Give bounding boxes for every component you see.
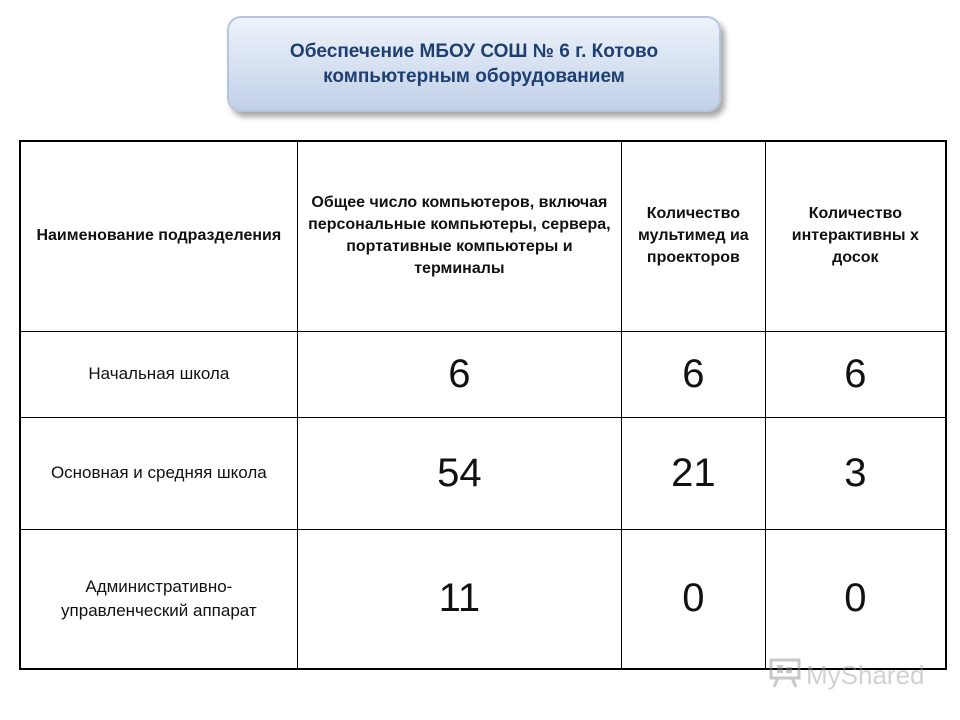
header-division-name: Наименование подразделения [20, 141, 297, 331]
header-projectors: Количество мультимед иа проекторов [622, 141, 766, 331]
row-name: Начальная школа [20, 331, 297, 417]
header-interactive-boards: Количество интерактивны х досок [765, 141, 946, 331]
table-header-row [20, 141, 946, 331]
boards-count: 0 [765, 529, 946, 669]
computers-count: 54 [297, 417, 621, 529]
table-row [20, 529, 946, 669]
header-total-computers: Общее число компьютеров, включая персональные компьютеры, сервера, портативные компьютеры и терминалы [297, 141, 621, 331]
boards-count: 3 [765, 417, 946, 529]
projectors-count: 0 [622, 529, 766, 669]
watermark [768, 657, 925, 694]
table-row [20, 331, 946, 417]
page-title: Обеспечение МБОУ СОШ № 6 г. Котово компьютерным оборудованием [289, 41, 659, 87]
row-name: Административно-управленческий аппарат [20, 529, 297, 669]
row-name: Основная и средняя школа [20, 417, 297, 529]
watermark-text: MyShared [806, 660, 925, 690]
projectors-count: 6 [622, 331, 766, 417]
presentation-board-icon [768, 657, 802, 694]
table-row [20, 417, 946, 529]
boards-count: 6 [765, 331, 946, 417]
title-banner [227, 16, 721, 112]
computers-count: 11 [297, 529, 621, 669]
equipment-table [19, 140, 947, 670]
computers-count: 6 [297, 331, 621, 417]
projectors-count: 21 [622, 417, 766, 529]
